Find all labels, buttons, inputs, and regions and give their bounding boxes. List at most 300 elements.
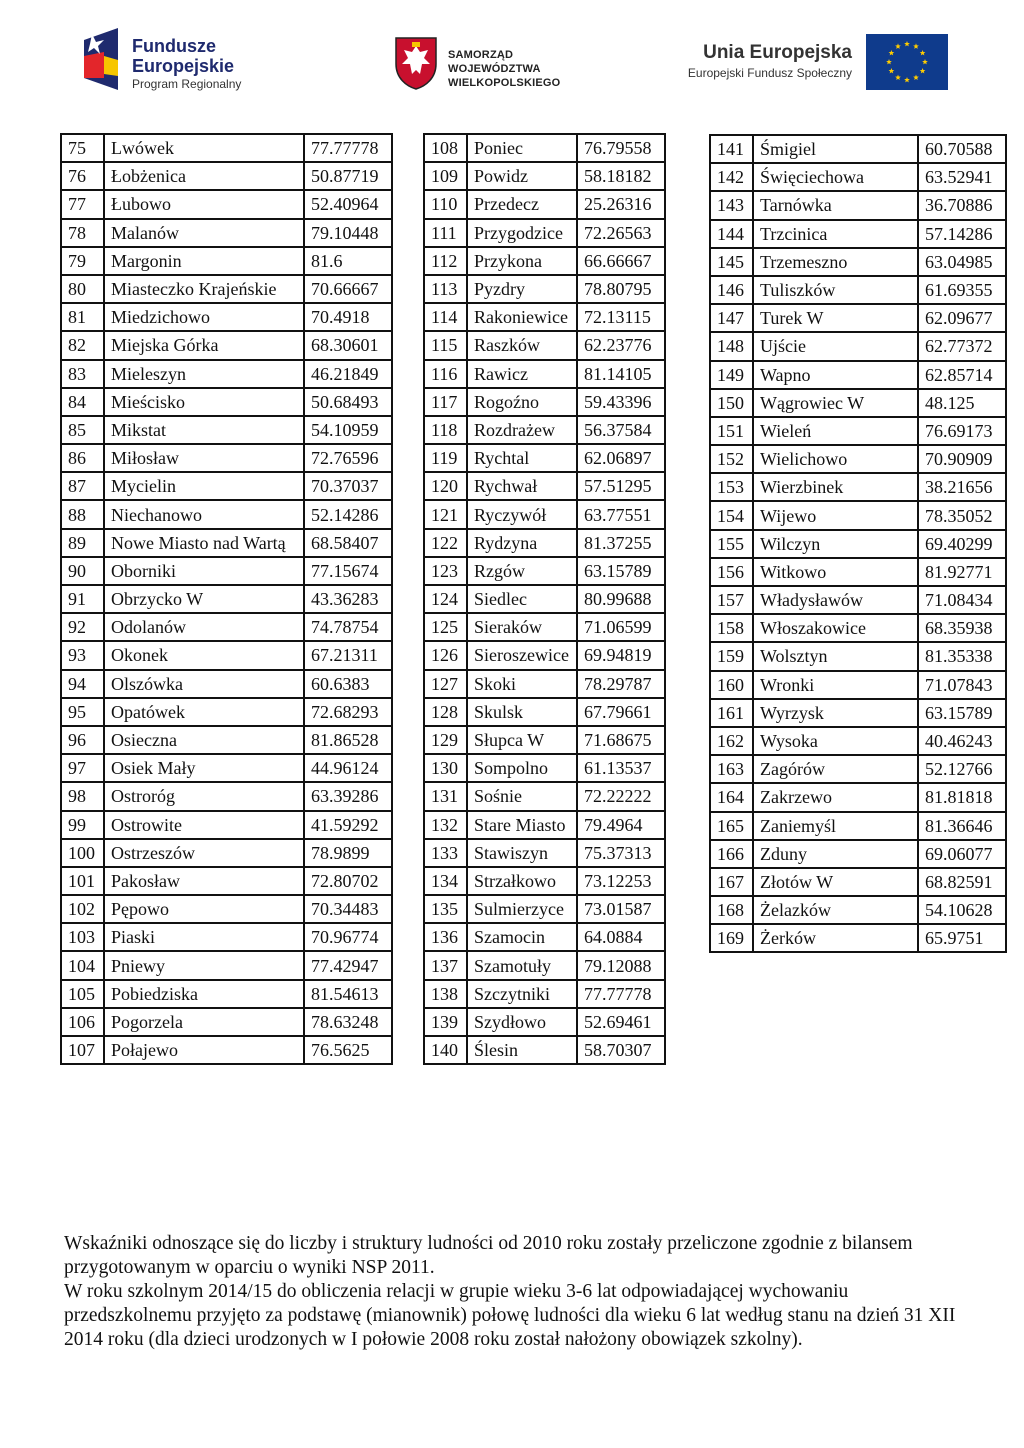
table-row [710, 248, 1006, 276]
table-row [710, 896, 1006, 924]
indicator-value: 72.68293 [304, 698, 392, 726]
row-number: 84 [61, 388, 104, 416]
gmina-name: Pogorzela [104, 1008, 304, 1036]
indicator-value: 81.86528 [304, 726, 392, 754]
table-row [424, 360, 665, 388]
indicator-value: 76.69173 [918, 417, 1006, 445]
row-number: 117 [424, 388, 467, 416]
row-number: 113 [424, 275, 467, 303]
table-row [61, 247, 392, 275]
table-row [424, 867, 665, 895]
gmina-name: Słupca W [467, 726, 577, 754]
indicator-value: 61.69355 [918, 276, 1006, 304]
sw-logo-line2: WIELKOPOLSKIEGO [448, 77, 561, 89]
gmina-name: Ostrzeszów [104, 839, 304, 867]
row-number: 131 [424, 782, 467, 810]
gmina-name: Przykona [467, 247, 577, 275]
row-number: 100 [61, 839, 104, 867]
gmina-name: Witkowo [753, 558, 918, 586]
table-row [424, 895, 665, 923]
row-number: 157 [710, 586, 753, 614]
gmina-name: Osiek Mały [104, 754, 304, 782]
indicator-value: 71.06599 [577, 613, 665, 641]
row-number: 92 [61, 613, 104, 641]
gmina-name: Miasteczko Krajeńskie [104, 275, 304, 303]
row-number: 119 [424, 444, 467, 472]
indicator-value: 62.23776 [577, 331, 665, 359]
gmina-name: Skulsk [467, 698, 577, 726]
indicator-value: 81.37255 [577, 529, 665, 557]
row-number: 77 [61, 190, 104, 218]
footnote [64, 1232, 976, 1352]
indicator-value: 63.04985 [918, 248, 1006, 276]
indicator-value: 79.12088 [577, 951, 665, 979]
row-number: 122 [424, 529, 467, 557]
table-row [424, 219, 665, 247]
row-number: 155 [710, 530, 753, 558]
table-row [61, 134, 392, 162]
indicator-value: 77.42947 [304, 951, 392, 979]
row-number: 120 [424, 472, 467, 500]
indicator-value: 68.82591 [918, 868, 1006, 896]
gmina-name: Pobiedziska [104, 980, 304, 1008]
gmina-name: Szczytniki [467, 980, 577, 1008]
table-row [710, 783, 1006, 811]
gmina-name: Miedzichowo [104, 303, 304, 331]
table-row [61, 585, 392, 613]
indicator-value: 63.39286 [304, 782, 392, 810]
gmina-name: Olszówka [104, 670, 304, 698]
table-row [61, 951, 392, 979]
indicator-value: 67.79661 [577, 698, 665, 726]
table-row [61, 416, 392, 444]
gmina-name: Tuliszków [753, 276, 918, 304]
table-row [710, 304, 1006, 332]
gmina-name: Połajewo [104, 1036, 304, 1064]
row-number: 138 [424, 980, 467, 1008]
row-number: 140 [424, 1036, 467, 1064]
indicator-value: 62.09677 [918, 304, 1006, 332]
gmina-name: Trzcinica [753, 220, 918, 248]
gmina-name: Rozdrażew [467, 416, 577, 444]
indicator-value: 78.29787 [577, 670, 665, 698]
gmina-name: Oborniki [104, 557, 304, 585]
indicator-value: 63.77551 [577, 500, 665, 528]
table-row [61, 613, 392, 641]
indicator-value: 81.14105 [577, 360, 665, 388]
indicator-value: 70.34483 [304, 895, 392, 923]
indicator-value: 72.13115 [577, 303, 665, 331]
table-row [424, 303, 665, 331]
row-number: 81 [61, 303, 104, 331]
gminy-table-2 [423, 133, 666, 1065]
gmina-name: Żelazków [753, 896, 918, 924]
table-row [424, 698, 665, 726]
indicator-value: 57.14286 [918, 220, 1006, 248]
table-row [424, 811, 665, 839]
row-number: 114 [424, 303, 467, 331]
gmina-name: Siedlec [467, 585, 577, 613]
gmina-name: Złotów W [753, 868, 918, 896]
row-number: 123 [424, 557, 467, 585]
indicator-value: 77.15674 [304, 557, 392, 585]
gmina-name: Władysławów [753, 586, 918, 614]
indicator-value: 59.43396 [577, 388, 665, 416]
gmina-name: Rakoniewice [467, 303, 577, 331]
gmina-name: Rogoźno [467, 388, 577, 416]
samorzad-wojewodztwa-logo [392, 34, 592, 94]
row-number: 88 [61, 500, 104, 528]
indicator-value: 75.37313 [577, 839, 665, 867]
gmina-name: Rydzyna [467, 529, 577, 557]
row-number: 128 [424, 698, 467, 726]
gmina-name: Rychtal [467, 444, 577, 472]
row-number: 99 [61, 811, 104, 839]
indicator-value: 79.10448 [304, 219, 392, 247]
gmina-name: Łobżenica [104, 162, 304, 190]
indicator-value: 69.94819 [577, 641, 665, 669]
table-row [710, 332, 1006, 360]
table-row [61, 811, 392, 839]
indicator-value: 64.0884 [577, 923, 665, 951]
table-row [710, 191, 1006, 219]
row-number: 116 [424, 360, 467, 388]
row-number: 166 [710, 840, 753, 868]
gmina-name: Rychwał [467, 472, 577, 500]
table-row [710, 135, 1006, 163]
row-number: 152 [710, 445, 753, 473]
row-number: 105 [61, 980, 104, 1008]
table-row [710, 755, 1006, 783]
row-number: 143 [710, 191, 753, 219]
row-number: 132 [424, 811, 467, 839]
table-row [710, 868, 1006, 896]
indicator-value: 73.12253 [577, 867, 665, 895]
row-number: 93 [61, 641, 104, 669]
row-number: 136 [424, 923, 467, 951]
gmina-name: Wierzbinek [753, 473, 918, 501]
table-row [424, 1008, 665, 1036]
table-row [424, 1036, 665, 1064]
table-row [61, 782, 392, 810]
table-row [61, 1008, 392, 1036]
row-number: 101 [61, 867, 104, 895]
row-number: 164 [710, 783, 753, 811]
gmina-name: Mikstat [104, 416, 304, 444]
gmina-name: Mieścisko [104, 388, 304, 416]
gmina-name: Osieczna [104, 726, 304, 754]
row-number: 160 [710, 671, 753, 699]
row-number: 161 [710, 699, 753, 727]
row-number: 87 [61, 472, 104, 500]
row-number: 153 [710, 473, 753, 501]
row-number: 162 [710, 727, 753, 755]
table-row [61, 641, 392, 669]
table-row [710, 614, 1006, 642]
indicator-value: 69.40299 [918, 530, 1006, 558]
table-row [61, 303, 392, 331]
gmina-name: Zagórów [753, 755, 918, 783]
indicator-value: 60.6383 [304, 670, 392, 698]
indicator-value: 72.26563 [577, 219, 665, 247]
gmina-name: Nowe Miasto nad Wartą [104, 529, 304, 557]
indicator-value: 72.76596 [304, 444, 392, 472]
indicator-value: 71.07843 [918, 671, 1006, 699]
gmina-name: Szydłowo [467, 1008, 577, 1036]
indicator-value: 78.9899 [304, 839, 392, 867]
table-row [710, 699, 1006, 727]
indicator-value: 62.77372 [918, 332, 1006, 360]
table-row [424, 557, 665, 585]
gmina-name: Stare Miasto [467, 811, 577, 839]
table-row [61, 275, 392, 303]
indicator-value: 81.54613 [304, 980, 392, 1008]
indicator-value: 52.12766 [918, 755, 1006, 783]
gmina-name: Wolsztyn [753, 642, 918, 670]
table-row [710, 220, 1006, 248]
table-row [424, 331, 665, 359]
indicator-value: 25.26316 [577, 190, 665, 218]
row-number: 83 [61, 360, 104, 388]
table-row [710, 417, 1006, 445]
gmina-name: Wyrzysk [753, 699, 918, 727]
gmina-name: Wągrowiec W [753, 389, 918, 417]
table-row [424, 782, 665, 810]
indicator-value: 72.22222 [577, 782, 665, 810]
table-row [710, 840, 1006, 868]
indicator-value: 65.9751 [918, 924, 1006, 952]
indicator-value: 81.35338 [918, 642, 1006, 670]
indicator-value: 77.77778 [577, 980, 665, 1008]
table-row [61, 754, 392, 782]
indicator-value: 71.08434 [918, 586, 1006, 614]
table-row [61, 839, 392, 867]
indicator-value: 76.5625 [304, 1036, 392, 1064]
row-number: 111 [424, 219, 467, 247]
gmina-name: Stawiszyn [467, 839, 577, 867]
gmina-name: Lwówek [104, 134, 304, 162]
row-number: 168 [710, 896, 753, 924]
row-number: 151 [710, 417, 753, 445]
row-number: 102 [61, 895, 104, 923]
table-row [61, 529, 392, 557]
footnote-paragraph-1: Wskaźniki odnoszące się do liczby i struktury ludności od 2010 roku zostały przeliczone zgodnie z bilansem przygotowanym w oparciu o wyniki NSP 2011. [64, 1233, 913, 1278]
gminy-table-3 [709, 134, 1007, 953]
gmina-name: Ryczywół [467, 500, 577, 528]
table-row [424, 444, 665, 472]
indicator-value: 81.6 [304, 247, 392, 275]
row-number: 142 [710, 163, 753, 191]
gmina-name: Pniewy [104, 951, 304, 979]
table-row [424, 190, 665, 218]
indicator-value: 74.78754 [304, 613, 392, 641]
eu-flag-icon [866, 34, 948, 90]
row-number: 144 [710, 220, 753, 248]
indicator-value: 50.68493 [304, 388, 392, 416]
table-row [710, 924, 1006, 952]
table-row [61, 162, 392, 190]
row-number: 154 [710, 501, 753, 529]
indicator-value: 71.68675 [577, 726, 665, 754]
row-number: 82 [61, 331, 104, 359]
table-row [61, 895, 392, 923]
indicator-value: 69.06077 [918, 840, 1006, 868]
gmina-name: Włoszakowice [753, 614, 918, 642]
table-row [424, 726, 665, 754]
table-row [61, 980, 392, 1008]
table-row [424, 923, 665, 951]
indicator-value: 56.37584 [577, 416, 665, 444]
row-number: 149 [710, 361, 753, 389]
row-number: 97 [61, 754, 104, 782]
table-row [710, 642, 1006, 670]
indicator-value: 78.63248 [304, 1008, 392, 1036]
row-number: 150 [710, 389, 753, 417]
row-number: 163 [710, 755, 753, 783]
gmina-name: Szamocin [467, 923, 577, 951]
gmina-name: Sieraków [467, 613, 577, 641]
indicator-value: 66.66667 [577, 247, 665, 275]
table-row [424, 162, 665, 190]
indicator-value: 77.77778 [304, 134, 392, 162]
gmina-name: Ujście [753, 332, 918, 360]
gmina-name: Strzałkowo [467, 867, 577, 895]
gmina-name: Trzemeszno [753, 248, 918, 276]
row-number: 147 [710, 304, 753, 332]
table-row [424, 529, 665, 557]
footnote-paragraph-2: W roku szkolnym 2014/15 do obliczenia relacji w grupie wieku 3-6 lat odpowiadającej wychowaniu przedszkolnemu przyjęto za podstawę (mianownik) połowę ludności dla wieku 6 lat według stanu na dzień 31 XII 2014 roku (dla dzieci urodzonych w I połowie 2008 roku został nałożony obowiązek szkolny). [64, 1281, 956, 1350]
fe-logo-line2: Europejskie [132, 56, 235, 76]
indicator-value: 41.59292 [304, 811, 392, 839]
table-row [424, 388, 665, 416]
indicator-value: 68.30601 [304, 331, 392, 359]
ue-logo-line1: Unia Europejska [703, 42, 852, 63]
table-row [61, 557, 392, 585]
table-row [61, 219, 392, 247]
gmina-name: Wilczyn [753, 530, 918, 558]
gmina-name: Turek W [753, 304, 918, 332]
gmina-name: Piaski [104, 923, 304, 951]
gmina-name: Święciechowa [753, 163, 918, 191]
table-row [61, 1036, 392, 1064]
row-number: 135 [424, 895, 467, 923]
fe-logo-line1: Fundusze [132, 36, 216, 56]
row-number: 124 [424, 585, 467, 613]
row-number: 89 [61, 529, 104, 557]
indicator-value: 36.70886 [918, 191, 1006, 219]
gmina-name: Raszków [467, 331, 577, 359]
indicator-value: 63.15789 [918, 699, 1006, 727]
gmina-name: Powidz [467, 162, 577, 190]
row-number: 107 [61, 1036, 104, 1064]
row-number: 94 [61, 670, 104, 698]
row-number: 169 [710, 924, 753, 952]
indicator-value: 44.96124 [304, 754, 392, 782]
gmina-name: Rawicz [467, 360, 577, 388]
indicator-value: 54.10959 [304, 416, 392, 444]
table-row [710, 445, 1006, 473]
table-row [710, 276, 1006, 304]
table-row [710, 727, 1006, 755]
gmina-name: Pępowo [104, 895, 304, 923]
row-number: 137 [424, 951, 467, 979]
row-number: 98 [61, 782, 104, 810]
indicator-value: 48.125 [918, 389, 1006, 417]
indicator-value: 52.14286 [304, 500, 392, 528]
table-row [710, 812, 1006, 840]
row-number: 156 [710, 558, 753, 586]
gmina-name: Odolanów [104, 613, 304, 641]
gmina-name: Sompolno [467, 754, 577, 782]
table-row [424, 275, 665, 303]
header-logos [0, 0, 1024, 120]
indicator-value: 70.4918 [304, 303, 392, 331]
row-number: 125 [424, 613, 467, 641]
table-row [61, 867, 392, 895]
table-row [61, 472, 392, 500]
indicator-value: 57.51295 [577, 472, 665, 500]
table-row [710, 389, 1006, 417]
gmina-name: Szamotuły [467, 951, 577, 979]
table-row [710, 671, 1006, 699]
gmina-name: Ostroróg [104, 782, 304, 810]
gmina-name: Margonin [104, 247, 304, 275]
row-number: 85 [61, 416, 104, 444]
row-number: 129 [424, 726, 467, 754]
gmina-name: Poniec [467, 134, 577, 162]
gminy-table-1 [60, 133, 393, 1065]
coat-of-arms-eagle-icon [392, 34, 440, 90]
table-row [61, 190, 392, 218]
ue-logo-line2: Europejski Fundusz Społeczny [687, 66, 852, 80]
gmina-name: Opatówek [104, 698, 304, 726]
indicator-value: 78.80795 [577, 275, 665, 303]
table-row [710, 361, 1006, 389]
gmina-name: Rzgów [467, 557, 577, 585]
gmina-name: Wielichowo [753, 445, 918, 473]
row-number: 127 [424, 670, 467, 698]
indicator-value: 68.35938 [918, 614, 1006, 642]
gmina-name: Zaniemyśl [753, 812, 918, 840]
row-number: 126 [424, 641, 467, 669]
table-row [424, 247, 665, 275]
gmina-name: Ostrowite [104, 811, 304, 839]
indicator-value: 81.36646 [918, 812, 1006, 840]
gmina-name: Wieleń [753, 417, 918, 445]
table-row [424, 641, 665, 669]
indicator-value: 70.96774 [304, 923, 392, 951]
table-row [61, 500, 392, 528]
indicator-value: 38.21656 [918, 473, 1006, 501]
table-row [61, 331, 392, 359]
indicator-value: 70.90909 [918, 445, 1006, 473]
row-number: 110 [424, 190, 467, 218]
row-number: 145 [710, 248, 753, 276]
gmina-name: Niechanowo [104, 500, 304, 528]
row-number: 104 [61, 951, 104, 979]
row-number: 141 [710, 135, 753, 163]
indicator-value: 52.40964 [304, 190, 392, 218]
indicator-value: 76.79558 [577, 134, 665, 162]
table-row [710, 501, 1006, 529]
indicator-value: 52.69461 [577, 1008, 665, 1036]
indicator-value: 61.13537 [577, 754, 665, 782]
row-number: 86 [61, 444, 104, 472]
indicator-value: 58.18182 [577, 162, 665, 190]
indicator-value: 79.4964 [577, 811, 665, 839]
indicator-value: 54.10628 [918, 896, 1006, 924]
table-row [61, 726, 392, 754]
